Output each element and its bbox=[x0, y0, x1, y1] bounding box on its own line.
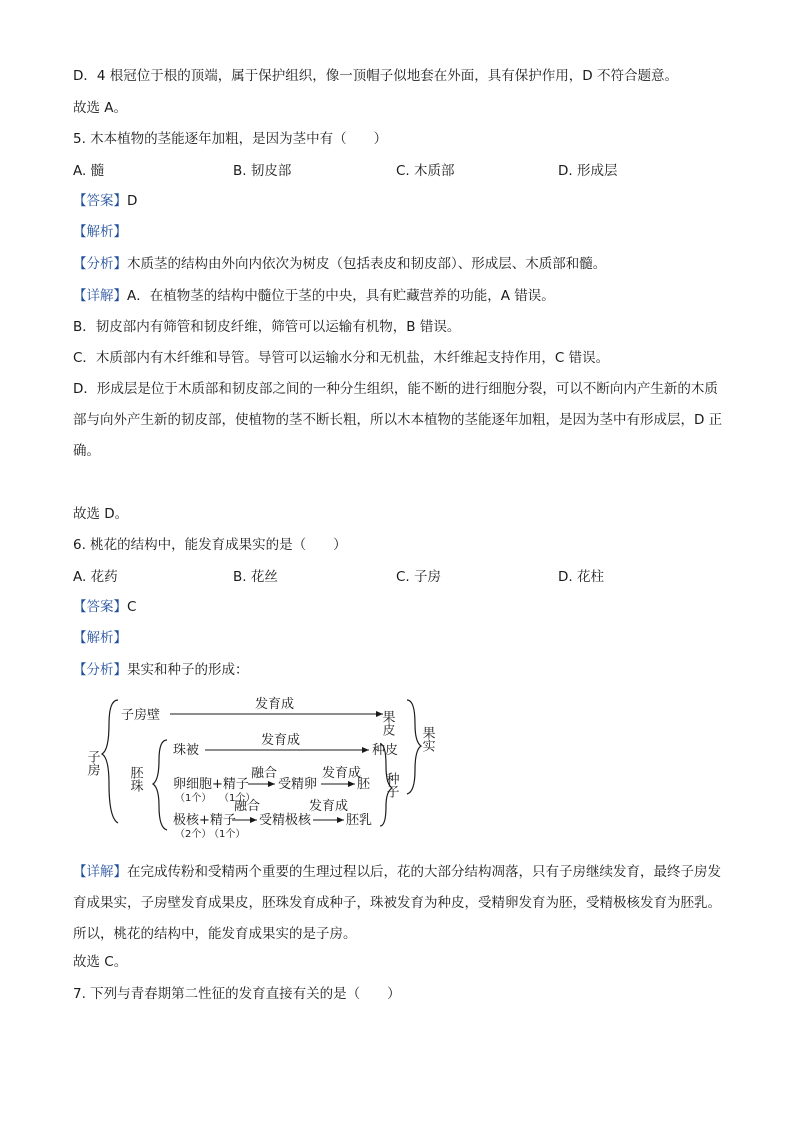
egg-sperm-label: 卵细胞+精子 bbox=[173, 777, 249, 792]
detail-text: 在完成传粉和受精两个重要的生理过程以后，花的大部分结构凋落，只有子房继续发育，最终子房发育成果实，子房壁发育成果皮，胚珠发育成种子，珠被发育为种皮，受精卵发育为胚，受精极核发育为胚乳。所以，桃花的结构中，能发育成果实的是子房。 bbox=[73, 864, 721, 942]
q6-fenxi bbox=[73, 660, 249, 680]
sperm-count-1: （1个） bbox=[219, 793, 256, 804]
ovary-wall-label: 子房壁 bbox=[121, 708, 161, 723]
q6-detail bbox=[73, 857, 723, 950]
q5-answer bbox=[73, 191, 137, 211]
q6-analysis-tag: 【解析】 bbox=[73, 630, 127, 646]
answer-value: D bbox=[127, 193, 138, 209]
polar-count: （2个） bbox=[175, 829, 212, 840]
q6-answer bbox=[73, 597, 136, 617]
q5-detail-b: B．韧皮部内有筛管和韧皮纤维，筛管可以运输有机物，B 错误。 bbox=[73, 319, 461, 335]
detail-a-text: A．在植物茎的结构中髓位于茎的中央，具有贮藏营养的功能，A 错误。 bbox=[127, 288, 555, 304]
q5-option-c: C. 木质部 bbox=[396, 163, 455, 179]
answer-value: C bbox=[127, 599, 137, 615]
q6-option-a: A. 花药 bbox=[73, 569, 118, 585]
q5-detail-a bbox=[73, 286, 555, 306]
q5-option-b: B. 韧皮部 bbox=[233, 163, 292, 179]
seed-label: 种子 bbox=[383, 772, 399, 798]
q6-stem: 6. 桃花的结构中，能发育成果实的是（ ） bbox=[73, 537, 347, 553]
fenxi-text: 木质茎的结构由外向内依次为树皮（包括表皮和韧皮部）、形成层、木质部和髓。 bbox=[127, 256, 607, 272]
seed-coat-label: 种皮 bbox=[372, 743, 399, 758]
answer-tag: 【答案】 bbox=[73, 599, 127, 615]
q5-conclusion: 故选 D。 bbox=[73, 506, 129, 522]
develop-label-2: 发育成 bbox=[261, 733, 301, 748]
q5-option-d: D. 形成层 bbox=[558, 163, 618, 179]
fenxi-text: 果实和种子的形成： bbox=[127, 662, 249, 678]
endosperm-label: 胚乳 bbox=[346, 813, 373, 828]
pericarp-label: 果皮 bbox=[379, 710, 395, 736]
q5-fenxi bbox=[73, 254, 606, 274]
answer-tag: 【答案】 bbox=[73, 193, 127, 209]
q5-analysis-tag: 【解析】 bbox=[73, 224, 127, 240]
q5-stem: 5. 木本植物的茎能逐年加粗，是因为茎中有（ ） bbox=[73, 131, 388, 147]
detail-tag: 【详解】 bbox=[73, 288, 127, 304]
prev-conclusion: 故选 A。 bbox=[73, 100, 128, 116]
ovary-label: 子房 bbox=[85, 750, 100, 776]
fuse-label-2: 融合 bbox=[234, 799, 261, 814]
detail-tag: 【详解】 bbox=[73, 864, 127, 880]
q6-option-b: B. 花丝 bbox=[233, 569, 278, 585]
fruit-seed-formation-diagram bbox=[85, 688, 455, 843]
develop-label-1: 发育成 bbox=[255, 697, 295, 712]
q7-stem: 7. 下列与青春期第二性征的发育直接有关的是（ ） bbox=[73, 986, 401, 1002]
sperm-count-2: （1个） bbox=[209, 829, 246, 840]
ovary-brace bbox=[102, 700, 118, 823]
q6-option-c: C. 子房 bbox=[396, 569, 442, 585]
fuse-label-1: 融合 bbox=[251, 766, 278, 781]
q5-detail-d: D．形成层是位于木质部和韧皮部之间的一种分生组织，能不断的进行细胞分裂，可以不断向内产生新的木质部与向外产生新的韧皮部，使植物的茎不断长粗，所以木本植物的茎能逐年加粗，是因为茎中有形成层，D 正确。 bbox=[73, 381, 723, 459]
prev-option-d-explanation: D．4 根冠位于根的顶端，属于保护组织，像一顶帽子似地套在外面，具有保护作用，D 不符合题意。 bbox=[73, 68, 678, 84]
zygote-label: 受精卵 bbox=[278, 777, 318, 792]
develop-label-3: 发育成 bbox=[322, 766, 362, 781]
fertilized-polar-label: 受精极核 bbox=[259, 813, 312, 828]
polar-sperm-label: 极核+精子 bbox=[173, 813, 236, 828]
q6-option-d: D. 花柱 bbox=[558, 569, 604, 585]
q6-conclusion: 故选 C。 bbox=[73, 954, 128, 970]
fruit-label: 果实 bbox=[419, 726, 435, 752]
integument-label: 珠被 bbox=[173, 743, 200, 758]
q5-detail-c: C．木质部内有木纤维和导管。导管可以运输水分和无机盐，木纤维起支持作用，C 错误。 bbox=[73, 350, 610, 366]
develop-label-4: 发育成 bbox=[309, 799, 349, 814]
q5-option-a: A. 髓 bbox=[73, 163, 105, 179]
fenxi-tag: 【分析】 bbox=[73, 256, 127, 272]
egg-count: （1个） bbox=[175, 793, 212, 804]
embryo-label: 胚 bbox=[357, 777, 371, 792]
ovule-brace bbox=[153, 740, 167, 830]
ovule-label: 胚珠 bbox=[127, 766, 143, 792]
fenxi-tag: 【分析】 bbox=[73, 662, 127, 678]
